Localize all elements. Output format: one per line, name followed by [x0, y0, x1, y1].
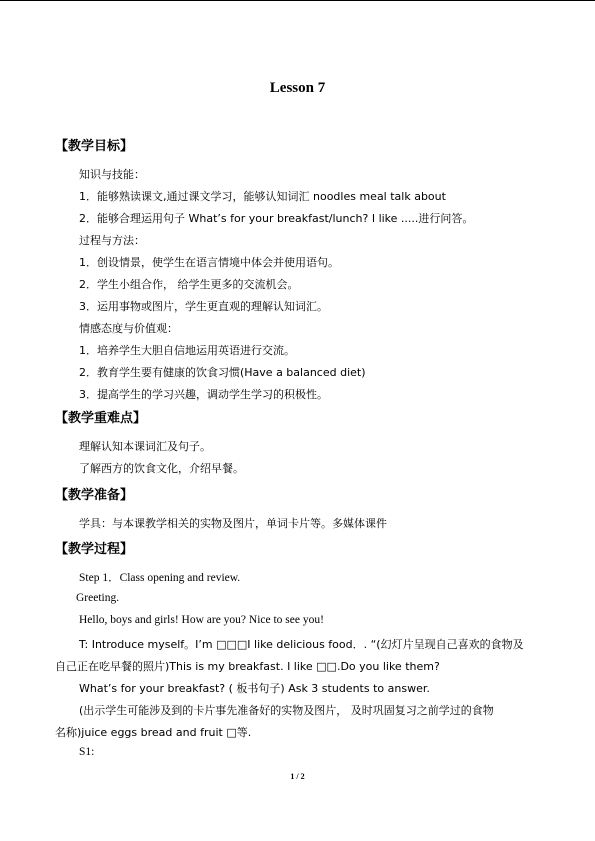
- method-item-2: 2．学生小组合作， 给学生更多的交流机会。: [79, 278, 299, 291]
- page-number: 1 / 2: [290, 772, 305, 781]
- attitude-item-3: 3．提高学生的学习兴趣，调动学生学习的积极性。: [79, 388, 328, 401]
- key-point-1: 理解认知本课词汇及句子。: [79, 440, 211, 453]
- process-hello: Hello, boys and girls! How are you? Nice to see you!: [79, 614, 324, 626]
- section-heading-key-points: 【教学重难点】: [55, 411, 147, 426]
- top-rule: [0, 0, 595, 1]
- attitude-label: 情感态度与价值观：: [79, 322, 178, 335]
- knowledge-item-1: 1．能够熟读课文,通过课文学习，能够认知词汇 noodles meal talk about: [79, 190, 446, 203]
- attitude-item-1: 1．培养学生大胆自信地运用英语进行交流。: [79, 344, 295, 357]
- preparation-line-1: 学具：与本课教学相关的实物及图片，单词卡片等。多媒体课件: [79, 517, 387, 530]
- process-show-line-a: (出示学生可能涉及到的卡片事先准备好的实物及图片， 及时巩固复习之前学过的食物: [79, 704, 494, 717]
- key-point-2: 了解西方的饮食文化，介绍早餐。: [79, 462, 244, 475]
- method-label: 过程与方法：: [79, 234, 145, 247]
- process-step-1: Step 1．Class opening and review.: [79, 572, 241, 584]
- process-intro-line-b: 自己正在吃早餐的照片)This is my breakfast. I like □□.Do you like them?: [55, 660, 440, 673]
- section-heading-process: 【教学过程】: [55, 542, 134, 557]
- process-show-line-b: 名称)juice eggs bread and fruit □等.: [55, 726, 252, 739]
- section-heading-goals: 【教学目标】: [55, 139, 134, 154]
- section-heading-preparation: 【教学准备】: [55, 488, 134, 503]
- process-whats: What’s for your breakfast? ( 板书句子) Ask 3 students to answer.: [79, 682, 430, 695]
- knowledge-item-2: 2．能够合理运用句子 What’s for your breakfast/lunch? I like .....进行问答。: [79, 212, 474, 225]
- process-greeting: Greeting.: [76, 592, 120, 604]
- method-item-3: 3．运用事物或图片，学生更直观的理解认知词汇。: [79, 300, 328, 313]
- method-item-1: 1．创设情景，使学生在语言情境中体会并使用语句。: [79, 256, 339, 269]
- attitude-item-2: 2．教育学生要有健康的饮食习惯(Have a balanced diet): [79, 366, 366, 379]
- process-s1: S1:: [79, 746, 95, 758]
- knowledge-label: 知识与技能：: [79, 168, 145, 181]
- page-title: Lesson 7: [269, 80, 326, 96]
- process-intro-line-a: T: Introduce myself。I’m □□□I like delicious food．. “(幻灯片呈现自己喜欢的食物及: [79, 638, 524, 651]
